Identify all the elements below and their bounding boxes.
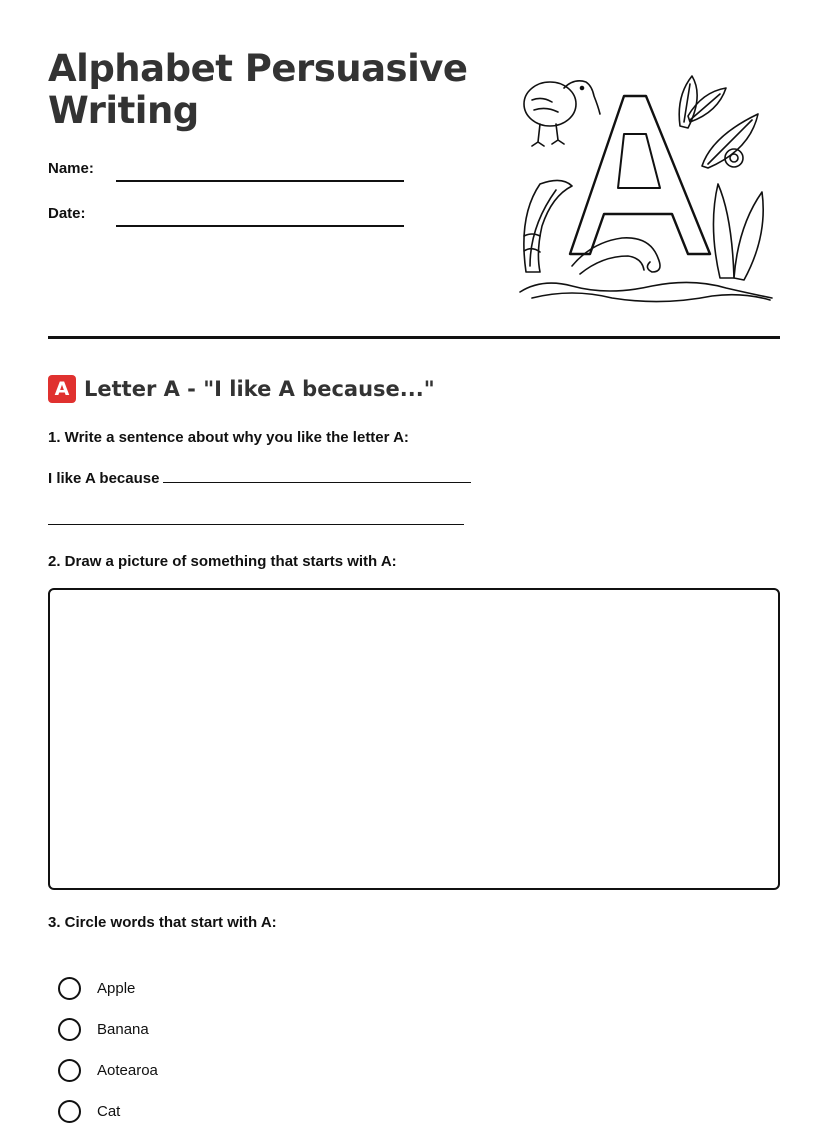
surfboard-icon bbox=[713, 184, 763, 280]
section-heading-text: Letter A - "I like A because..." bbox=[84, 377, 435, 401]
question-3: 3. Circle words that start with A: bbox=[48, 914, 277, 931]
circle-icon[interactable] bbox=[58, 977, 81, 1000]
sentence-answer-line[interactable] bbox=[163, 468, 471, 483]
page-title: Alphabet Persuasive Writing bbox=[48, 47, 468, 132]
sentence-starter bbox=[48, 468, 471, 487]
letter-a-counter bbox=[618, 134, 660, 188]
circle-icon[interactable] bbox=[58, 1100, 81, 1123]
sentence-start-text: I like A because bbox=[48, 470, 160, 487]
sentence-answer-line-2[interactable] bbox=[48, 524, 464, 525]
word-option-aotearoa[interactable] bbox=[58, 1057, 158, 1083]
question-1: 1. Write a sentence about why you like the letter A: bbox=[48, 429, 409, 446]
word-option-apple[interactable] bbox=[58, 975, 135, 1001]
letter-a-illustration bbox=[512, 66, 778, 306]
option-label: Banana bbox=[97, 1020, 149, 1038]
name-field[interactable] bbox=[116, 180, 404, 182]
option-label: Apple bbox=[97, 979, 136, 997]
letter-a-badge-icon: A bbox=[48, 375, 76, 403]
word-option-banana[interactable] bbox=[58, 1016, 149, 1042]
option-label: Cat bbox=[97, 1102, 121, 1120]
option-label: Aotearoa bbox=[97, 1061, 158, 1079]
leaf-icon bbox=[679, 76, 726, 128]
kiwi-bird-icon bbox=[524, 81, 600, 146]
date-label: Date: bbox=[48, 205, 86, 222]
question-2: 2. Draw a picture of something that starts with A: bbox=[48, 553, 397, 570]
drawing-area[interactable] bbox=[48, 588, 780, 890]
section-divider bbox=[48, 336, 780, 339]
name-label: Name: bbox=[48, 160, 94, 177]
fern-icon bbox=[524, 180, 572, 272]
fern-koru-icon bbox=[702, 114, 758, 168]
circle-icon[interactable] bbox=[58, 1059, 81, 1082]
section-heading bbox=[48, 372, 435, 406]
date-field[interactable] bbox=[116, 225, 404, 227]
word-option-cat[interactable] bbox=[58, 1098, 120, 1124]
circle-icon[interactable] bbox=[58, 1018, 81, 1041]
